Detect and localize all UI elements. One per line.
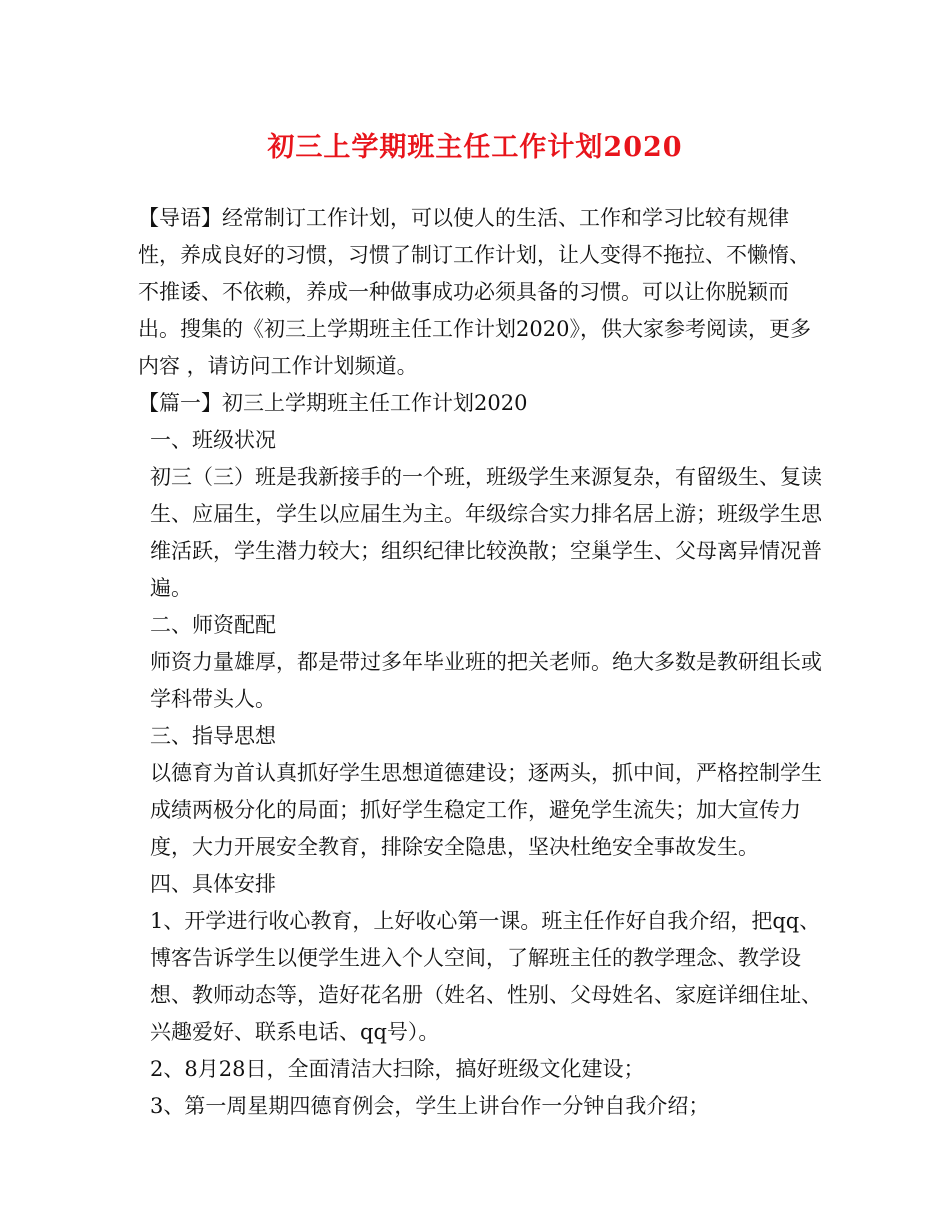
intro-paragraph: 【导语】经常制订工作计划，可以使人的生活、工作和学习比较有规律性，养成良好的习惯，习惯了制订工作计划，让人变得不拖拉、不懒惰、不推诿、不依赖，养成一种做事成功必须具备的习惯。可以让你脱颖而出。搜集的《初三上学期班主任工作计划2020》，供大家参考阅读，更多内容 ，请访问工作计划频道。 [138,206,811,378]
arrangement-item-1: 1、开学进行收心教育，上好收心第一课。班主任作好自我介绍，把qq、博客告诉学生以便学生进入个人空间，了解班主任的教学理念、教学设想、教师动态等，造好花名册（姓名、性别、父母姓名、家庭详细住址、兴趣爱好、联系电话、qq号）。 [150,909,822,1044]
document-body [138,200,828,1125]
section-heading-part-one: 【篇一】初三上学期班主任工作计划2020 [138,391,528,415]
arrangement-item-3: 3、第一周星期四德育例会，学生上讲台作一分钟自我介绍； [150,1094,710,1118]
heading-class-status: 一、班级状况 [150,428,276,452]
paragraph-class-status: 初三（三）班是我新接手的一个班，班级学生来源复杂，有留级生、复读生、应届生，学生以应届生为主。年级综合实力排名居上游；班级学生思维活跃，学生潜力较大；组织纪律比较涣散；空巢学生、父母离异情况普遍。 [150,465,822,600]
arrangement-item-2: 2、8月28日，全面清洁大扫除，搞好班级文化建设； [150,1057,645,1081]
heading-specific-arrangements: 四、具体安排 [150,872,276,896]
heading-teacher-allocation: 二、师资配配 [150,613,276,637]
document-title: 初三上学期班主任工作计划2020 [267,132,683,163]
paragraph-guiding-ideology: 以德育为首认真抓好学生思想道德建设；逐两头，抓中间，严格控制学生成绩两极分化的局面；抓好学生稳定工作，避免学生流失；加大宣传力度，大力开展安全教育，排除安全隐患，坚决杜绝安全事故发生。 [150,761,822,859]
paragraph-teacher-allocation: 师资力量雄厚，都是带过多年毕业班的把关老师。绝大多数是教研组长或学科带头人。 [150,650,822,711]
heading-guiding-ideology: 三、指导思想 [150,724,276,748]
